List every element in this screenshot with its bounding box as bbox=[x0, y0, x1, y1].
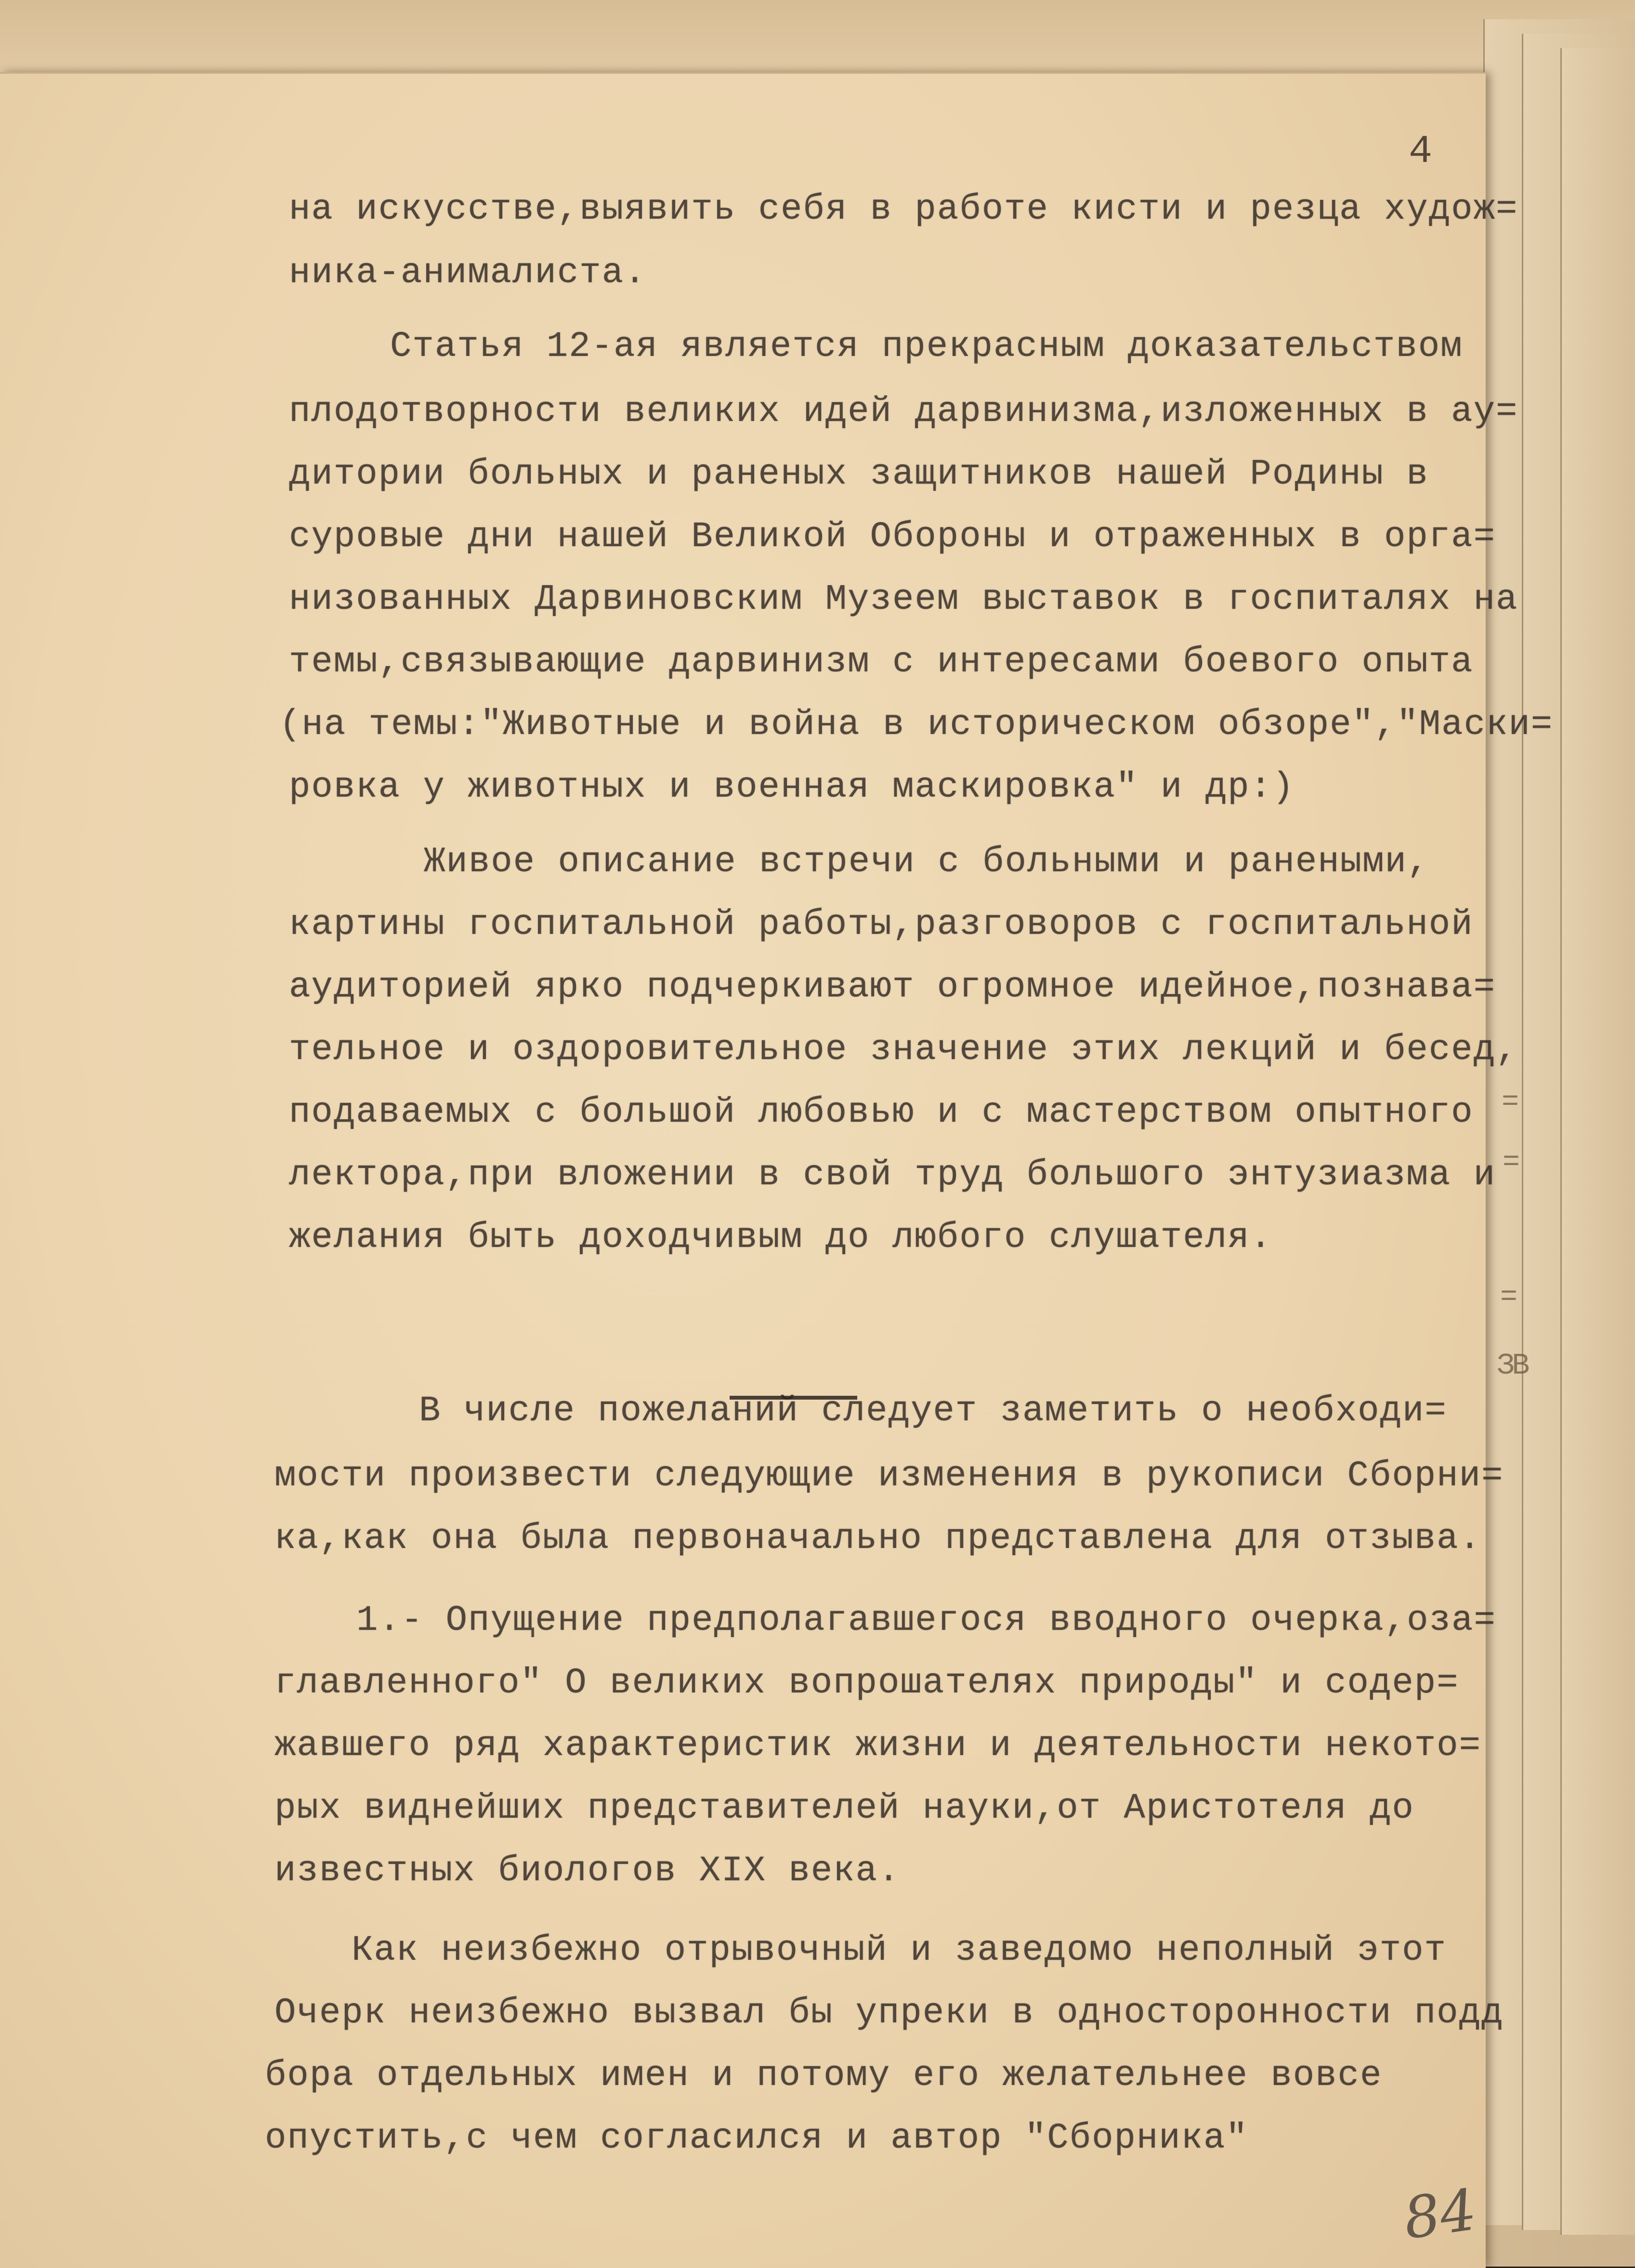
text-line: бора отдельных имен и потому его желательнее вовсе bbox=[265, 2056, 1383, 2096]
text-line: темы,связывающие дарвинизм с интересами боевого опыта bbox=[289, 642, 1474, 682]
sheet-top-strip bbox=[0, 0, 1635, 72]
text-line: лектора,при вложении в свой труд большого энтузиазма и bbox=[289, 1155, 1496, 1195]
text-line: 1.- Опущение предполагавшегося вводного очерка,оза= bbox=[356, 1600, 1496, 1641]
text-line: желания быть доходчивым до любого слушателя. bbox=[289, 1218, 1272, 1258]
text-line: Статья 12-ая является прекрасным доказательством bbox=[390, 327, 1463, 367]
underlying-sheet-mark: = bbox=[1500, 1281, 1518, 1314]
text-line: опустить,с чем согласился и автор "Сборника" bbox=[265, 2118, 1248, 2159]
text-line: известных биологов XIX века. bbox=[275, 1851, 901, 1891]
text-line: низованных Дарвиновским Музеем выставок в госпиталях на bbox=[289, 579, 1518, 620]
text-line: ника-анималиста. bbox=[289, 253, 647, 293]
underlying-sheet-mark: ЗВ bbox=[1497, 1349, 1527, 1383]
underlying-sheet bbox=[1560, 48, 1635, 2235]
text-line: Очерк неизбежно вызвал бы упреки в односторонности подд bbox=[275, 1993, 1504, 2033]
text-line: (на темы:"Животные и война в историческом обзоре","Маски= bbox=[279, 705, 1554, 745]
text-line: мости произвести следующие изменения в рукописи Сборни= bbox=[275, 1456, 1504, 1496]
text-line: Живое описание встречи с больными и ранеными, bbox=[424, 842, 1430, 882]
text-line: Как неизбежно отрывочный и заведомо неполный этот bbox=[352, 1930, 1447, 1971]
handwritten-archive-number: 84 bbox=[1400, 2176, 1481, 2252]
text-line: картины госпитальной работы,разговоров с госпитальной bbox=[289, 905, 1474, 945]
underlying-sheet-mark: = bbox=[1503, 1146, 1520, 1179]
typewritten-page bbox=[0, 72, 1554, 2268]
text-line: рых виднейших представителей науки,от Аристотеля до bbox=[275, 1788, 1414, 1829]
text-line: главленного" О великих вопрошателях природы" и содер= bbox=[275, 1663, 1459, 1704]
text-line: аудиторией ярко подчеркивают огромное идейное,познава= bbox=[289, 967, 1496, 1008]
text-line: плодотворности великих идей дарвинизма,изложенных в ау= bbox=[289, 392, 1518, 432]
underlying-sheet-mark: = bbox=[1502, 1086, 1519, 1119]
page-number: 4 bbox=[1409, 129, 1433, 174]
text-line: ка,как она была первоначально представлена для отзыва. bbox=[275, 1519, 1481, 1559]
text-line: подаваемых с большой любовью и с мастерством опытного bbox=[289, 1092, 1474, 1133]
text-line: суровые дни нашей Великой Обороны и отраженных в орга= bbox=[289, 517, 1496, 557]
text-line: на искусстве,выявить себя в работе кисти и резца худож= bbox=[289, 189, 1518, 230]
text-line: жавшего ряд характеристик жизни и деятельности некото= bbox=[275, 1726, 1481, 1766]
text-line: В числе пожеланий следует заметить о необходи= bbox=[419, 1391, 1447, 1431]
text-line: дитории больных и раненых защитников нашей Родины в bbox=[289, 454, 1429, 495]
text-line: ровка у животных и военная маскировка" и др:) bbox=[289, 767, 1295, 808]
text-line: тельное и оздоровительное значение этих лекций и бесед, bbox=[289, 1030, 1518, 1070]
